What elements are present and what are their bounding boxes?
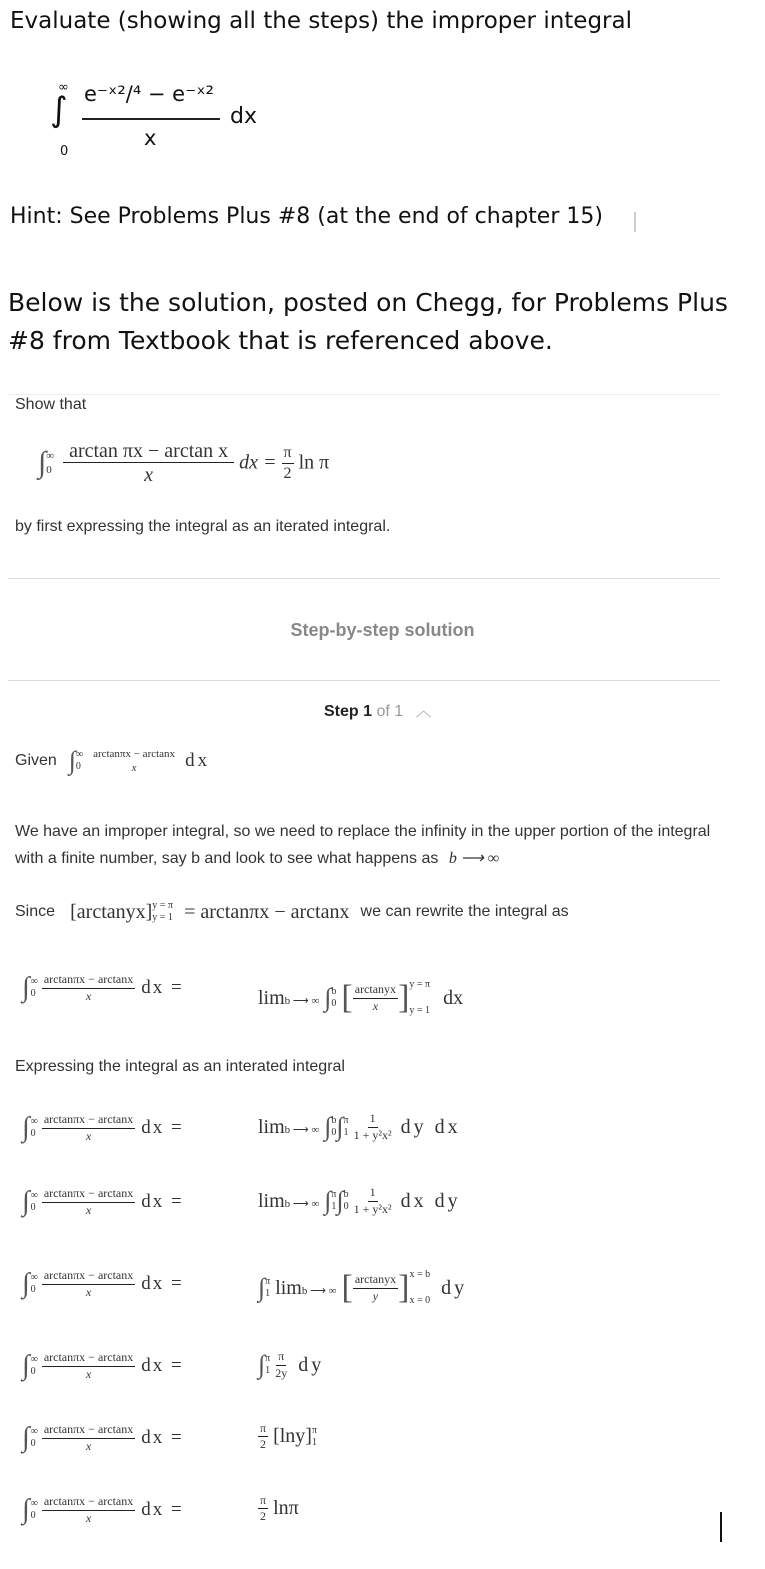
- ln-pi: ln π: [298, 451, 330, 474]
- integral-limits: [331, 986, 336, 1010]
- lower-limit-zero: 0: [331, 1127, 337, 1138]
- limit: limb ⟶ ∞: [258, 986, 320, 1009]
- since-rhs: = arctanπx − arctanx: [184, 900, 350, 923]
- lower-limit-zero: 0: [30, 1284, 36, 1295]
- since-tail: we can rewrite the integral as: [360, 903, 569, 920]
- lhs-denominator: x: [85, 1284, 92, 1299]
- integrand-numerator: π: [276, 1350, 286, 1365]
- bracket-ln-y: [lny]: [273, 1425, 312, 1448]
- integral-limits: [344, 1115, 349, 1139]
- divider: [8, 680, 720, 681]
- upper-limit-pi: π: [265, 1353, 271, 1364]
- integral-sign: ∫: [324, 983, 332, 1012]
- row-lhs: [22, 1494, 184, 1526]
- integral-limits: [46, 449, 54, 477]
- upper-limit-infinity: ∞: [30, 1116, 38, 1127]
- row-5-rhs: [258, 1350, 324, 1380]
- pi-over-two: [282, 444, 294, 482]
- upper-limit-infinity: ∞: [30, 1426, 38, 1437]
- upper-bound: y = π: [409, 979, 431, 990]
- lhs-numerator: arctanπx − arctanx: [42, 1187, 135, 1202]
- lower-limit-one: 1: [331, 1201, 337, 1212]
- lhs-denominator: x: [85, 1438, 92, 1453]
- text-cursor: [720, 1512, 722, 1542]
- integral-sign: ∫: [50, 90, 68, 130]
- lower-limit-one: 1: [265, 1288, 271, 1299]
- integral-sign: ∫: [258, 1350, 266, 1379]
- paragraph-improper: [15, 818, 715, 872]
- show-that-label: Show that: [15, 396, 87, 413]
- lhs-fraction: [42, 973, 135, 1002]
- upper-limit-infinity: ∞: [75, 749, 84, 760]
- row-3-rhs: [258, 1186, 461, 1216]
- dy-dx: dy dx: [400, 1115, 461, 1138]
- bracket-close: ]: [398, 979, 410, 1016]
- integral-limits: [31, 1426, 38, 1450]
- integral-numerator: e⁻ˣ²/⁴ − e⁻ˣ²: [84, 82, 214, 106]
- upper-limit-b: b: [343, 1189, 349, 1200]
- given-line: [15, 746, 210, 776]
- upper-limit-b: b: [331, 986, 337, 997]
- problem-numerator: arctan πx − arctan x: [63, 440, 234, 463]
- dx-equals: dx =: [141, 1499, 184, 1520]
- limit: limb ⟶ ∞: [258, 1115, 320, 1138]
- integral-sign: ∫: [22, 1422, 30, 1453]
- lower-bound: y = 1: [409, 1005, 431, 1016]
- integrand-denominator: 1 + y²x²: [353, 1127, 392, 1142]
- hint-text-clip: [634, 212, 636, 232]
- lhs-numerator: arctanπx − arctanx: [42, 1269, 135, 1284]
- lower-limit-zero: 0: [343, 1201, 349, 1212]
- integrand-fraction: [354, 1112, 392, 1141]
- upper-limit-b: b: [331, 1115, 337, 1126]
- pi-numerator: π: [258, 1422, 268, 1437]
- lhs-fraction: [42, 1187, 135, 1216]
- lower-limit-zero: 0: [30, 1438, 36, 1449]
- lower-limit-zero: 0: [30, 1510, 36, 1521]
- bracket-numerator: arctanyx: [353, 1273, 398, 1288]
- lhs-fraction: [42, 1113, 135, 1142]
- row-lhs: [22, 1350, 184, 1382]
- dx-equals: dx =: [141, 1273, 184, 1294]
- integrand-denominator: 1 + y²x²: [353, 1201, 392, 1216]
- two-denominator: 2: [283, 464, 292, 482]
- expressing-text: Expressing the integral as an interated integral: [15, 1058, 345, 1075]
- lower-bound: 1: [311, 1436, 317, 1448]
- integral-limits: [31, 976, 38, 1000]
- lower-limit-zero: 0: [46, 464, 52, 476]
- pi-over-two: [258, 1422, 268, 1451]
- integrand-fraction: [275, 1350, 287, 1379]
- integral-sign: ∫: [22, 1494, 30, 1525]
- bracket-limits: [409, 972, 430, 1024]
- chevron-up-icon[interactable]: ︿: [415, 703, 432, 720]
- row-lhs: [22, 1268, 184, 1300]
- hint-text: Hint: See Problems Plus #8 (at the end of chapter 15): [10, 204, 603, 229]
- upper-limit-pi: π: [265, 1276, 271, 1287]
- limit: limb ⟶ ∞: [258, 1189, 320, 1212]
- lower-bound: y = 1: [152, 912, 173, 923]
- bracket-open: [: [341, 979, 353, 1016]
- row-4-rhs: [258, 1262, 467, 1314]
- given-denominator: x: [131, 762, 137, 774]
- lhs-fraction: [42, 1351, 135, 1380]
- step-indicator[interactable]: [324, 698, 432, 721]
- lower-limit-zero: 0: [75, 761, 81, 772]
- lhs-numerator: arctanπx − arctanx: [42, 1351, 135, 1366]
- lhs-fraction: [42, 1495, 135, 1524]
- dx: dx: [443, 986, 464, 1009]
- given-numerator: arctanπx − arctanx: [93, 747, 176, 760]
- lhs-numerator: arctanπx − arctanx: [42, 973, 135, 988]
- lower-limit-one: 1: [343, 1127, 349, 1138]
- problem-integral: [38, 440, 329, 486]
- bracket-denominator: y: [372, 1288, 379, 1303]
- divider: [8, 578, 720, 579]
- pi-numerator: π: [282, 444, 294, 464]
- dx-equals: dx =: [141, 977, 184, 998]
- row-lhs: [22, 972, 184, 1004]
- integral-sign: ∫: [336, 1112, 344, 1141]
- question-title: Evaluate (showing all the steps) the improper integral: [10, 8, 632, 34]
- step-label: Step 1: [324, 703, 373, 720]
- upper-bound: x = b: [409, 1269, 431, 1280]
- integral-sign: ∫: [324, 1112, 332, 1141]
- dx-equals: dx =: [141, 1191, 184, 1212]
- integral-limits: [265, 1353, 270, 1377]
- lhs-numerator: arctanπx − arctanx: [42, 1113, 135, 1128]
- integral-sign: ∫: [22, 1350, 30, 1381]
- lower-limit-zero: 0: [331, 998, 337, 1009]
- integral-sign: ∫: [68, 746, 76, 775]
- solution-header: Step-by-step solution: [290, 620, 475, 640]
- integral-limits: [76, 749, 83, 773]
- lower-limit-zero: 0: [30, 988, 36, 999]
- since-line: [15, 900, 569, 924]
- row-lhs: [22, 1186, 184, 1218]
- lhs-numerator: arctanπx − arctanx: [42, 1495, 135, 1510]
- limit: limb ⟶ ∞: [275, 1276, 337, 1299]
- lower-bound: x = 0: [409, 1295, 431, 1306]
- step-count: of 1: [376, 703, 404, 720]
- lhs-denominator: x: [85, 1202, 92, 1217]
- divider: [8, 394, 720, 395]
- upper-limit-infinity: ∞: [30, 1498, 38, 1509]
- bracket-close: ]: [398, 1269, 410, 1306]
- lhs-numerator: arctanπx − arctanx: [42, 1423, 135, 1438]
- row-1-rhs: [258, 972, 463, 1024]
- given-label: Given: [15, 752, 57, 769]
- given-fraction: [91, 748, 177, 774]
- ln-pi: lnπ: [273, 1497, 299, 1520]
- integral-differential: dx: [230, 104, 257, 129]
- integral-limits: [344, 1189, 349, 1213]
- integral-sign: ∫: [38, 446, 47, 479]
- bracket-open: [: [341, 1269, 353, 1306]
- bracket-limits: [312, 1425, 317, 1449]
- upper-limit-pi: π: [343, 1115, 349, 1126]
- lhs-denominator: x: [85, 1510, 92, 1525]
- two-denominator: 2: [260, 1509, 267, 1524]
- paragraph-text: We have an improper integral, so we need to replace the infinity in the upper portion of the integral with a finite number, say b and look to see what happens as: [15, 823, 711, 867]
- bracket-denominator: x: [372, 998, 379, 1013]
- dy: dy: [298, 1353, 325, 1376]
- fraction-bar: [82, 118, 220, 120]
- problem-denominator: x: [144, 464, 154, 486]
- integral-sign: ∫: [22, 1112, 30, 1143]
- dx-equals: dx =: [141, 1117, 184, 1138]
- upper-limit-infinity: ∞: [46, 450, 55, 462]
- problem-fraction: [63, 440, 234, 486]
- upper-limit-pi: π: [331, 1189, 337, 1200]
- integral-limits: [265, 1276, 270, 1300]
- solution-note: Below is the solution, posted on Chegg, for Problems Plus #8 from Textbook that is referenced above.: [8, 288, 728, 355]
- question-integral: [46, 80, 266, 170]
- dx: dx: [185, 750, 211, 771]
- integrand-numerator: 1: [368, 1112, 378, 1127]
- bracket-fraction: [353, 983, 398, 1012]
- limit-expression: b ⟶ ∞: [448, 850, 500, 867]
- integral-limits: [31, 1354, 38, 1378]
- integral-limits: [31, 1116, 38, 1140]
- upper-bound: π: [311, 1424, 318, 1436]
- row-6-rhs: [258, 1422, 317, 1451]
- integral-sign: ∫: [258, 1273, 266, 1302]
- two-denominator: 2: [260, 1437, 267, 1452]
- lower-limit-zero: 0: [30, 1202, 36, 1213]
- integral-lower-limit: 0: [60, 144, 69, 159]
- lhs-denominator: x: [85, 988, 92, 1003]
- integral-denominator: x: [144, 126, 157, 150]
- dx-equals: dx =: [141, 1427, 184, 1448]
- integral-sign: ∫: [22, 1268, 30, 1299]
- lower-limit-zero: 0: [30, 1366, 36, 1377]
- integrand-fraction: [354, 1186, 392, 1215]
- integral-limits: [31, 1498, 38, 1522]
- row-lhs: [22, 1422, 184, 1454]
- integral-limits: [31, 1190, 38, 1214]
- upper-limit-infinity: ∞: [30, 976, 38, 987]
- bracket-fraction: [353, 1273, 398, 1302]
- dy: dy: [441, 1276, 468, 1299]
- upper-limit-infinity: ∞: [30, 1272, 38, 1283]
- lower-limit-one: 1: [265, 1365, 271, 1376]
- pi-over-two: [258, 1494, 268, 1523]
- integrand-denominator: 2y: [275, 1365, 288, 1380]
- bracket-limits: [152, 900, 173, 924]
- lhs-fraction: [42, 1423, 135, 1452]
- lower-limit-zero: 0: [30, 1128, 36, 1139]
- dx-equals: dx =: [239, 451, 277, 474]
- lhs-denominator: x: [85, 1366, 92, 1381]
- row-7-rhs: [258, 1494, 299, 1523]
- row-2-rhs: [258, 1112, 461, 1142]
- integral-sign: ∫: [22, 1186, 30, 1217]
- integral-upper-limit: ∞: [58, 80, 69, 95]
- problem-instruction: by first expressing the integral as an iterated integral.: [15, 518, 391, 535]
- integrand-numerator: 1: [368, 1186, 378, 1201]
- integral-limits: [31, 1272, 38, 1296]
- bracket-limits: [409, 1262, 430, 1314]
- row-lhs: [22, 1112, 184, 1144]
- integral-sign: ∫: [22, 972, 30, 1003]
- upper-limit-infinity: ∞: [30, 1190, 38, 1201]
- integral-sign: ∫: [324, 1186, 332, 1215]
- integral-sign: ∫: [336, 1186, 344, 1215]
- dx-dy: dx dy: [400, 1189, 461, 1212]
- upper-limit-infinity: ∞: [30, 1354, 38, 1365]
- dx-equals: dx =: [141, 1355, 184, 1376]
- lhs-fraction: [42, 1269, 135, 1298]
- bracket-numerator: arctanyx: [353, 983, 398, 998]
- since-label: Since: [15, 903, 56, 920]
- upper-bound: y = π: [152, 900, 173, 911]
- lhs-denominator: x: [85, 1128, 92, 1143]
- since-expression: [arctanyx]: [70, 900, 153, 923]
- pi-numerator: π: [258, 1494, 268, 1509]
